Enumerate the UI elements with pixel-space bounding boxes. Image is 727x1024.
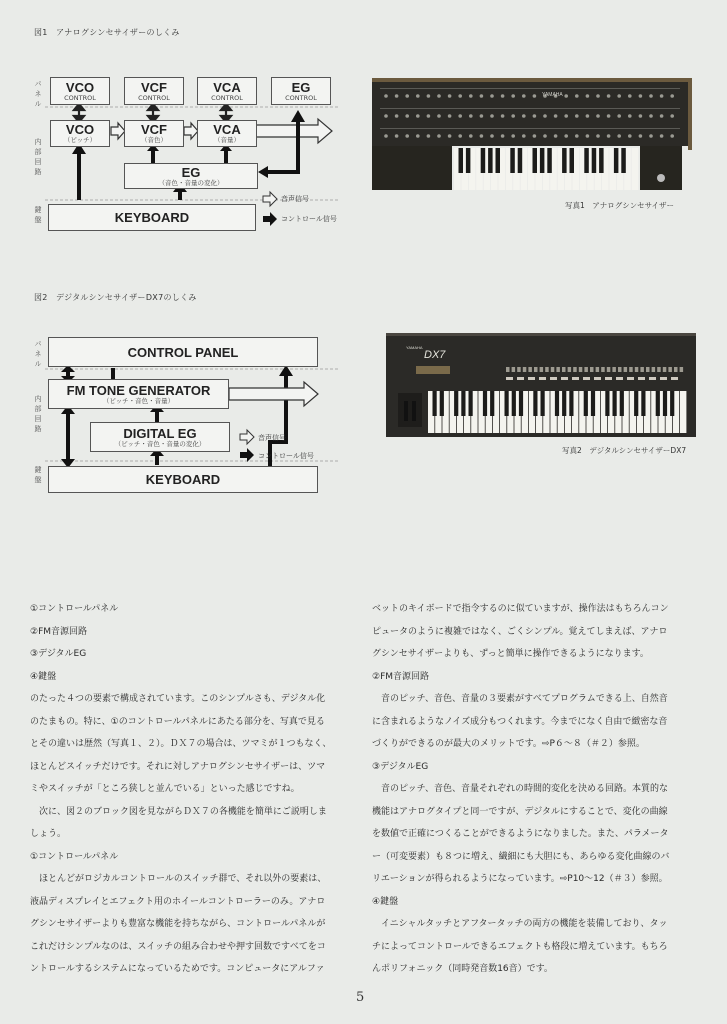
knob [416,134,420,138]
panel-button [660,377,667,380]
control-panel-label: CONTROL PANEL [127,344,239,360]
text-right-13: ④鍵盤 [372,896,399,907]
knob [469,114,473,118]
black-key [634,391,638,416]
panel-button [635,367,639,372]
fm-tone-generator-box [48,379,229,409]
panel-button [674,367,678,372]
text-left-5: のたまもの。特に、①のコントロールパネルにあたる部分を、写真で見る [30,716,325,727]
knob [405,134,409,138]
knob [543,114,547,118]
knob [384,134,388,138]
vcf-sub: （音色） [141,136,167,144]
knob [586,134,590,138]
vcf-label: VCF [141,122,167,137]
vca-sub: （音量） [214,136,240,144]
black-key [488,148,493,173]
panel-button [657,367,661,372]
figure1-panel-label: パネル [34,80,42,110]
knob [564,94,568,98]
knob [649,94,653,98]
vco-label: VCO [65,122,95,137]
black-key [562,391,566,416]
panel-button [629,367,633,372]
knob [501,94,505,98]
knob [586,114,590,118]
text-right-16: んポリフォニック（同時発音数16音）です。 [372,964,553,974]
black-key [656,391,660,416]
black-key [483,391,487,416]
text-right-10: を数値で正確につくることができるようになりました。また、パラメータ [372,829,669,839]
black-key [569,391,573,416]
black-key [440,391,444,416]
text-left-6: とその違いは歴然（写真１、２）。ＤＸ７の場合は、ツマミが１つもなく、 [30,739,332,749]
panel-button [550,377,557,380]
digital-eg-box [90,422,230,452]
panel-button [528,377,535,380]
knob [660,134,664,138]
figure2-keyboard-label: 鍵盤 [34,466,42,486]
panel-button [561,377,568,380]
black-key [454,391,458,416]
panel-button [652,367,656,372]
knob [427,94,431,98]
knob [405,94,409,98]
black-key [641,391,645,416]
knob [575,94,579,98]
text-left-10: しょう。 [30,829,67,839]
figure2-legend-audio: 音声信号 [258,434,286,442]
figure1-legend-control: コントロール信号 [281,215,337,223]
panel-button [671,377,678,380]
knob [649,134,653,138]
knob [660,94,664,98]
knob [670,114,674,118]
knob [564,114,568,118]
left-text-column [30,598,355,981]
knob [490,114,494,118]
panel-button [612,367,616,372]
knob [628,134,632,138]
figure1-title: 図1 アナログシンセサイザーのしくみ [34,28,180,37]
panel-button [539,377,546,380]
analog-brand-text: YAMAHA [542,92,563,98]
knob [490,94,494,98]
knob [522,134,526,138]
panel-button [572,377,579,380]
text-left-1: ②FM音源回路 [30,626,88,637]
knob [480,134,484,138]
text-left-15: これだけシンプルなのは、スイッチの組み合わせや押す回数ですべてをコ [30,941,326,952]
black-key [621,148,626,173]
eg-label: EG [181,164,201,180]
knob [448,94,452,98]
panel-button [545,367,549,372]
vcf-control-sub: CONTROL [138,93,170,102]
panel-button [640,367,644,372]
black-key [433,391,437,416]
knob [554,114,558,118]
photo2-caption: 写真2 デジタルシンセサイザーDX7 [562,446,687,455]
panel-button [616,377,623,380]
knob [564,134,568,138]
knob [490,134,494,138]
knob [586,94,590,98]
knob [416,94,420,98]
knob [639,134,643,138]
panel-button [596,367,600,372]
figure2-internal-label: 内部回路 [34,395,42,435]
black-key [481,148,486,173]
panel-button [573,367,577,372]
black-key [541,391,545,416]
black-key [466,148,471,173]
text-right-2: グシンセサイザーよりも、ずっと簡単に操作できるようになります。 [372,649,649,659]
panel-button [579,367,583,372]
black-key [469,391,473,416]
digital-eg-label: DIGITAL EG [123,425,197,441]
text-left-13: 液晶ディスプレイとエフェクト用のホイールコントローラーのみ。アナロ [30,896,326,907]
photo1-caption: 写真1 アナログシンセサイザー [565,201,675,210]
knob [533,94,537,98]
panel-button [663,367,667,372]
panel-button [523,367,527,372]
black-key [592,148,597,173]
knob [639,94,643,98]
knob [416,114,420,118]
black-key [540,148,545,173]
panel-button [534,367,538,372]
eg-control-label: EG [291,79,311,95]
knob [458,114,462,118]
black-key [591,391,595,416]
white-key [680,391,686,433]
knob [649,114,653,118]
black-key [605,391,609,416]
fm-tone-generator-sub: （ピッチ・音色・音量） [102,396,175,405]
knob [437,134,441,138]
black-key [663,391,667,416]
vca-control-label: VCA [213,79,241,95]
knob [395,114,399,118]
vcf-control-box [124,77,184,105]
black-key [490,391,494,416]
black-key [599,148,604,173]
panel-button [583,377,590,380]
knob [395,134,399,138]
text-right-11: ー（可変要素）も８つに増え、繊細にも大胆にも、あらゆる変化曲線のバ [372,851,670,862]
knob [575,114,579,118]
panel-button [624,367,628,372]
knob [670,94,674,98]
knob [660,114,664,118]
panel-button [607,367,611,372]
knob [617,114,621,118]
knob [596,94,600,98]
knob [511,134,515,138]
black-key [496,148,501,173]
text-right-7: ③デジタルEG [372,761,429,772]
panel-button [680,367,684,372]
knob [639,114,643,118]
knob [543,134,547,138]
figure1-internal-label: 内部回路 [34,138,42,178]
black-key [505,391,509,416]
text-left-3: ④鍵盤 [30,671,57,682]
knob [480,114,484,118]
knob [458,134,462,138]
figure1-keyboard-label: 鍵盤 [34,206,42,226]
text-left-14: グシンセサイザーよりも豊富な機能を持ちながら、コントロールパネルが [30,919,326,929]
text-left-16: ントロールするシステムになっているためです。コンピュータにアルファ [30,964,325,974]
knob [437,94,441,98]
panel-button [627,377,634,380]
panel-button [551,367,555,372]
black-key [461,391,465,416]
eg-sub: （音色・音量の変化） [158,178,224,187]
text-left-11: ①コントロールパネル [30,851,119,862]
knob [607,114,611,118]
knob [522,114,526,118]
vco-control-label: VCO [65,79,95,95]
text-left-7: ほとんどスイッチだけです。それに対しアナログシンセサイザーは、ツマ [30,761,326,772]
text-right-1: ピュータのように複雑ではなく、ごくシンプル。覚えてしまえば、アナロ [372,626,668,637]
text-right-12: リエーションが得られるようになっています。⇨P10〜12（＃３）参照。 [372,874,668,884]
panel-button [668,367,672,372]
dx7-logo-text: DX7 [424,349,446,361]
panel-button [562,367,566,372]
analog-synth-photo [372,78,692,194]
knob [575,134,579,138]
knob [554,134,558,138]
keyboard-label-fig1: KEYBOARD [114,210,190,225]
figure2-title: 図2 デジタルシンセサイザーDX7のしくみ [34,293,197,302]
black-key [584,391,588,416]
panel-button [605,377,612,380]
knob [511,94,515,98]
knob [469,134,473,138]
keyboard-box-fig1 [48,204,256,231]
text-left-4: のたった４つの要素で構成されています。このシンプルさも、デジタル化 [30,694,326,704]
text-right-5: に含まれるようなノイズ成分もつくれます。今までになく自由で緻密な音 [372,716,668,727]
panel-button [590,367,594,372]
knob [533,114,537,118]
knob [607,94,611,98]
knob [427,134,431,138]
black-key [533,391,537,416]
panel-button [512,367,515,372]
eg-control-box [271,77,331,105]
black-key [512,391,516,416]
knob [448,134,452,138]
knob [522,94,526,98]
eg-box [124,163,258,189]
knob [596,134,600,138]
black-key [570,148,575,173]
panel-button [540,367,544,372]
panel-button [646,367,650,372]
panel-button [517,367,521,372]
knob [405,114,409,118]
text-right-8: 音のピッチ、音色、音量それぞれの時間的変化を決める回路。本質的な [381,784,669,794]
text-right-9: 機能はアナログタイプと同一ですが、デジタルにすることで、変化の曲線 [372,806,668,817]
black-key [614,148,619,173]
text-right-4: 音のピッチ、音色、音量の３要素がすべてプログラムできる上、自然音 [381,694,668,704]
white-key [632,148,639,190]
keyboard-box-fig2 [48,466,318,493]
black-key [518,148,523,173]
vca-control-box [197,77,257,105]
black-key [555,391,559,416]
control-panel-box [48,337,318,367]
text-left-0: ①コントロールパネル [30,604,119,614]
knob [501,114,505,118]
eg-control-sub: CONTROL [285,93,317,102]
black-key [562,148,567,173]
black-key [533,148,538,173]
panel-button [584,367,588,372]
knob [437,114,441,118]
text-left-8: ミやスイッチが「ところ狭しと並んでいる」といった感じですね。 [30,784,300,794]
figure1-legend-audio: 音声信号 [281,195,309,203]
text-left-9: 次に、図２のブロック図を見ながらＤＸ７の各機能を簡単にご説明しま [39,806,327,817]
panel-button [618,367,622,372]
text-left-2: ③デジタルEG [30,649,87,659]
black-key [519,391,523,416]
knob [469,94,473,98]
vco-box [50,120,110,147]
black-key [670,391,674,416]
text-right-15: チによってコントロールできるエフェクトも格段に増えています。もちろ [372,941,668,952]
knob [617,94,621,98]
text-right-14: イニシャルタッチとアフタータッチの両方の機能を装備しており、タッ [381,919,668,929]
black-key [584,148,589,173]
figure2-panel-label: パネル [34,340,42,370]
knob [628,114,632,118]
dx7-brand-text: YAMAHA [406,345,423,350]
knob [670,134,674,138]
knob [448,114,452,118]
knob [480,94,484,98]
knob [395,94,399,98]
panel-button [594,377,601,380]
right-text-column [372,598,697,981]
text-right-3: ②FM音源回路 [372,671,430,682]
figure2-legend-control: コントロール信号 [258,452,314,460]
vcf-box [124,120,184,147]
panel-button [528,367,532,372]
black-key [459,148,464,173]
digital-eg-sub: （ピッチ・音色・音量の変化） [114,439,206,448]
fm-tone-generator-label: FM TONE GENERATOR [66,382,211,398]
knob [427,114,431,118]
page-number: 5 [356,990,365,1005]
panel-button [517,377,524,380]
black-key [547,148,552,173]
knob [533,134,537,138]
knob [596,114,600,118]
vca-control-sub: CONTROL [211,93,243,102]
vca-label: VCA [213,122,241,137]
knob [628,94,632,98]
panel-button [506,367,510,372]
vca-box [197,120,257,147]
vco-control-box [50,77,110,105]
vco-control-sub: CONTROL [64,93,96,102]
panel-button [649,377,656,380]
panel-button [568,367,572,372]
text-right-6: づくりができるのが最大のメリットです。⇨P６〜８（＃２）参照。 [372,739,645,749]
vcf-control-label: VCF [141,79,167,95]
black-key [620,391,624,416]
dx7-photo [386,333,696,437]
knob [617,134,621,138]
knob [511,114,515,118]
knob [607,134,611,138]
panel-button [638,377,645,380]
knob [458,94,462,98]
black-key [510,148,515,173]
knob [501,134,505,138]
text-right-0: ベットのキイボードで指令するのに似ていますが、操作法はもちろんコン [372,604,669,614]
vco-sub: （ピッチ） [63,136,97,144]
text-left-12: ほとんどがロジカルコントロールのスイッチ群で、それ以外の要素は、 [39,874,327,884]
panel-button [556,367,560,372]
keyboard-label-fig2: KEYBOARD [145,472,221,487]
knob [384,114,388,118]
panel-button [506,377,513,380]
panel-button [601,367,605,372]
knob [384,94,388,98]
black-key [613,391,617,416]
